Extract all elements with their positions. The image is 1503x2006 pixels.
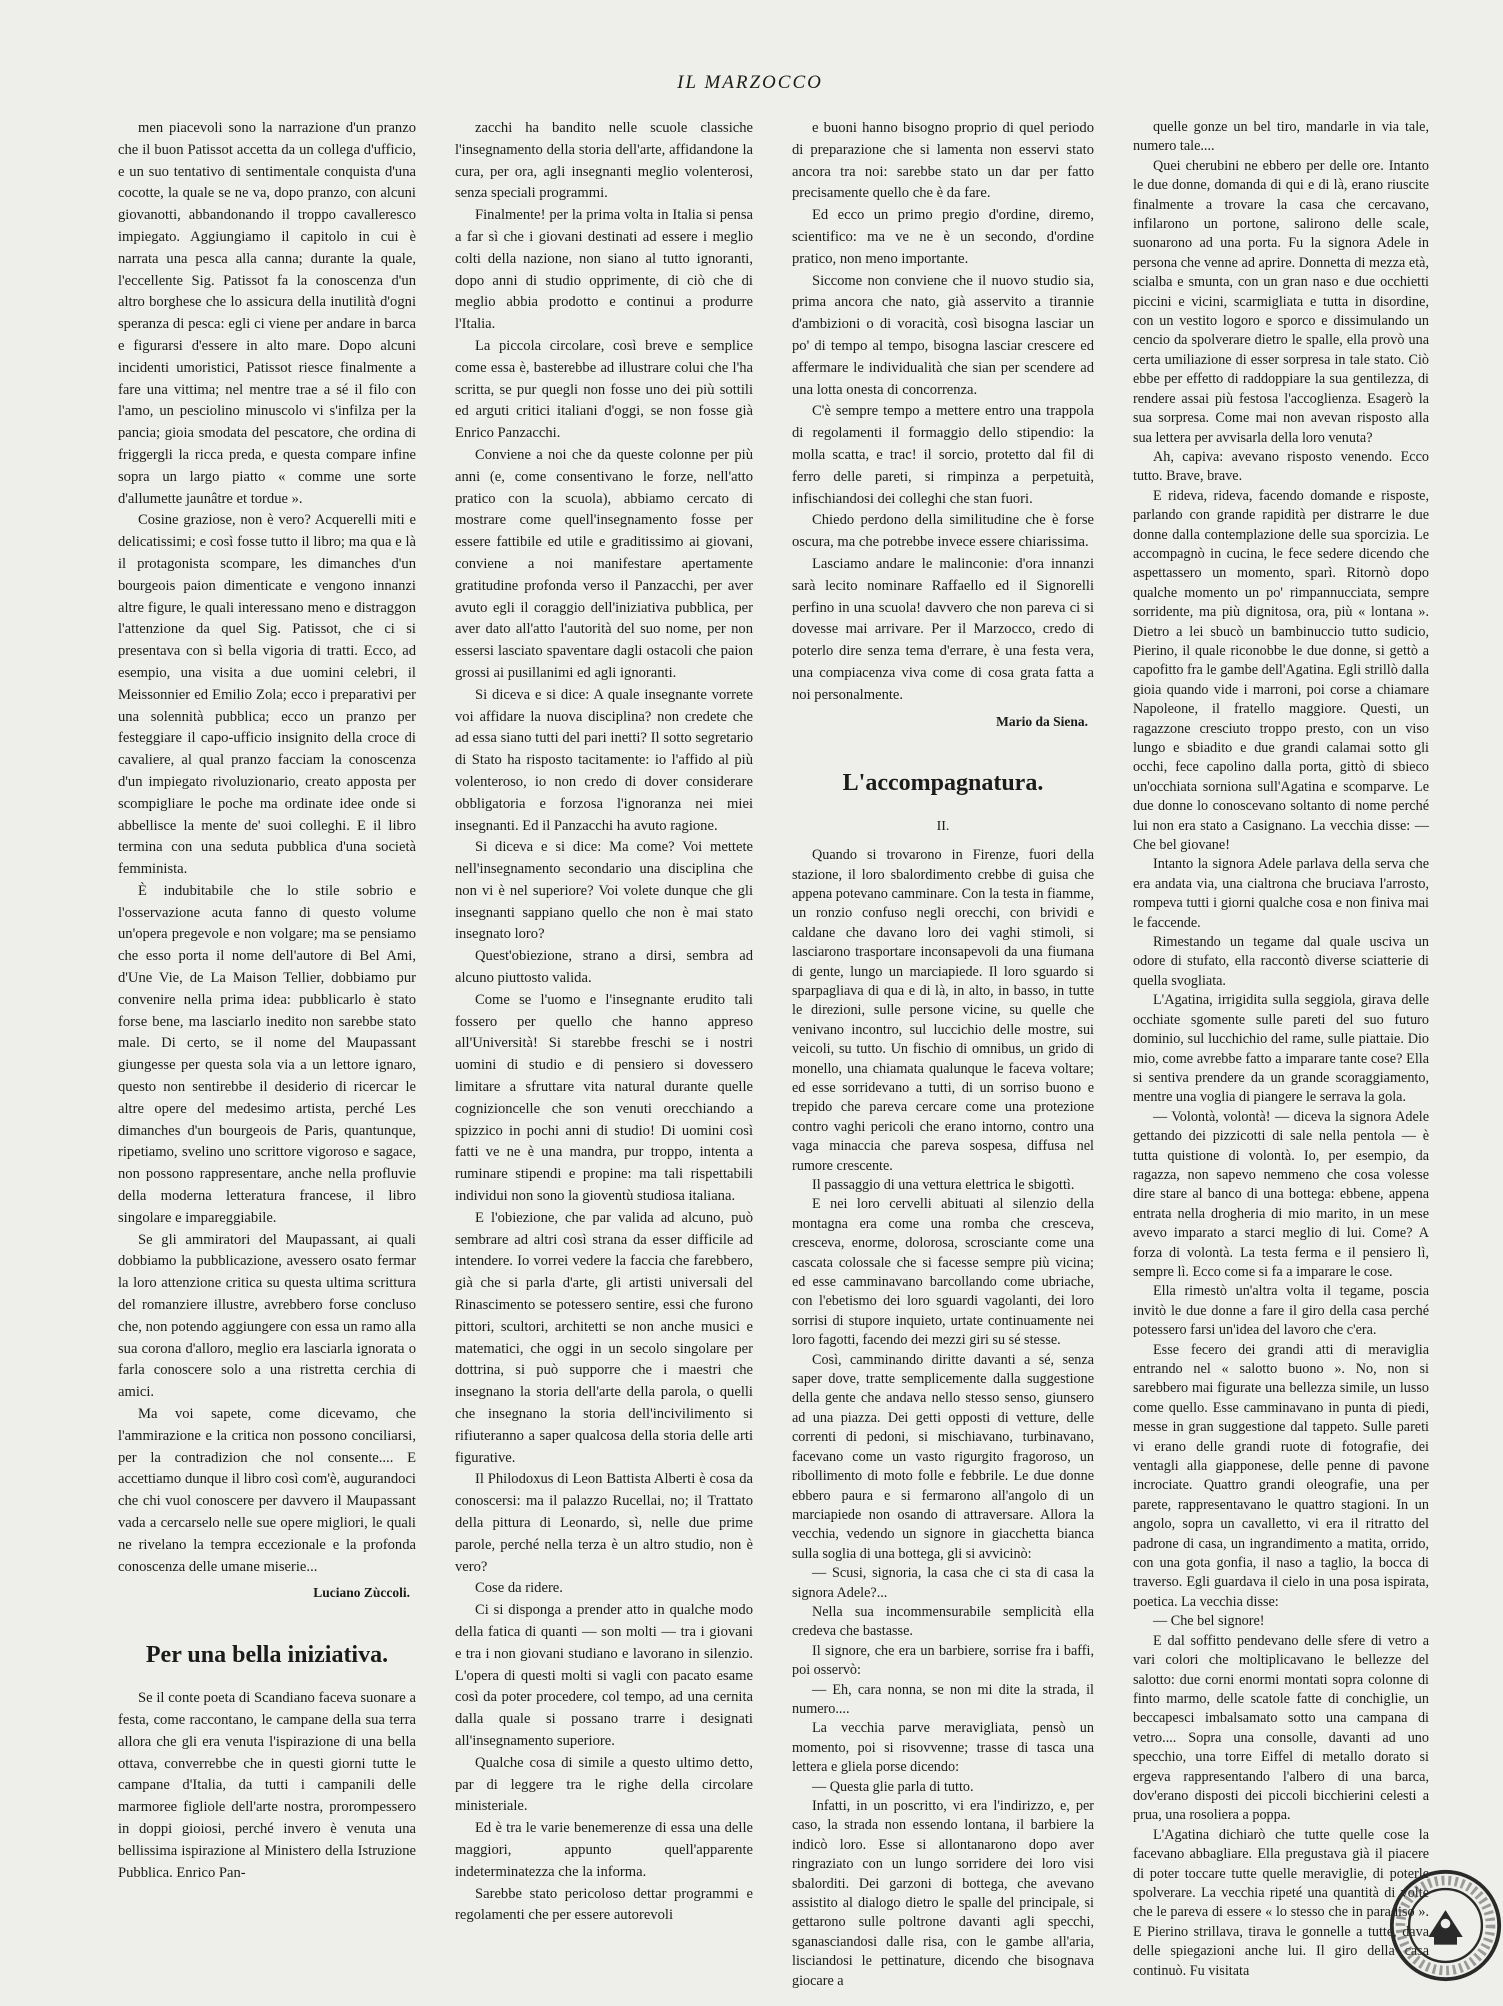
paragraph: Si diceva e si dice: Ma come? Voi mettete nell'insegnamento secondario una disciplina che non vi è nel superiore? Voi volete dunque che gli insegnanti sappiano quello che non è mai stato insegnato loro? xyxy=(455,839,753,943)
story-body xyxy=(792,846,1094,1991)
article-title: Per una bella iniziativa. xyxy=(145,1642,389,1669)
paragraph: Ma voi sapete, come dicevamo, che l'ammirazione e la critica non possono conciliarsi, per la contradizion che nol consente.... E accettiamo dunque il libro così com'è, augurandoci che chi vuol conoscere per davvero il Maupassant vada a cercarselo nelle sue opere migliori, le quali ne rivelano la tempra eccezionale e la profonda conoscenza delle umane miserie... xyxy=(118,1406,416,1575)
text-columns xyxy=(118,118,1429,1989)
paragraph: Sarebbe stato pericoloso dettar programmi e regolamenti che per essere autorevoli xyxy=(455,1885,753,1924)
paragraph: E dal soffitto pendevano delle sfere di vetro a vari colori che moltiplicavano le bellezze del salotto: due corni enormi montati sopra colonne di finto marmo, delle scatole fatte di conchiglie, un beccapesci imbalsamato sotto una campana di vetro.... Sopra una consolle, davanti ad uno specchio, una torre Eiffel di metallo dorato si ergeva rappresentando l'albero di una barca, dov'erano disposti dei piccoli bicchierini celesti a prua, una rosoliera a poppa. xyxy=(1133,1632,1429,1824)
paragraph: Intanto la signora Adele parlava della serva che era andata via, una cialtrona che bruciava l'arrosto, rompeva tutti i giorni qualche cosa e non finiva mai le faccende. xyxy=(1133,856,1429,931)
paragraph: e buoni hanno bisogno proprio di quel periodo di preparazione che si lamenta non esservi stato ancora tra noi: sarebbe stato un dar per fatto precisamente quello che è da fare. xyxy=(792,120,1094,202)
paragraph: — Questa glie parla di tutto. xyxy=(812,1778,974,1795)
paragraph: È indubitabile che lo stile sobrio e l'osservazione acuta fanno di questo volume un'opera pregevole e non volgare; ma se pensiamo che esso porta il nome dell'autore di Bel Ami, d'Une Vie, de La Maison Tellier, dobbiamo pur convenire nella prima idea: pubblicarlo è stato forse bene, ma lasciarlo inedito non sarebbe stato male. Di certo, se il nome del Maupassant giungesse per questa sola via a un lettore ignaro, questo non sentirebbe il desiderio di ricercar le altre opere del medesimo artista, perché Les dimanches d'un bourgeois de Paris, quantunque, ripetiamo, svelino uno scrittore vigoroso e sagace, non possono rappresentare, anche nella profluvie della moderna letteratura francese, il libro singolare e impareggiabile. xyxy=(118,882,416,1226)
paragraph: Il passaggio di una vettura elettrica le sbigottì. xyxy=(812,1177,1075,1194)
paragraph: Nella sua incommensurabile semplicità ella credeva che bastasse. xyxy=(792,1603,1094,1640)
article-title: L'accompagnatura. xyxy=(842,770,1044,797)
column-3 xyxy=(792,118,1094,1991)
paragraph: E nei loro cervelli abituati al silenzio della montagna era come una romba che cresceva, cresceva, enorme, dolorosa, scrosciante come una cascata colossale che si facesse sempre più vicina; ed esse camminavano barcollando come ubriache, con l'ebetismo dei loro sguardi vagolanti, dei loro sorrisi di stupore inquieto, urtate continuamente nei loro fagotti, facendo dei mezzi giri su sé stesse. xyxy=(792,1196,1094,1349)
paragraph: Quando si trovarono in Firenze, fuori della stazione, il loro sbalordimento crebbe di guisa che appena potevano camminare. Con la testa in fiamme, un ronzio confuso negli orecchi, con brividi e caldane che davano loro dei vaghi stimoli, si lasciarono trasportare inconsapevoli da una fiumana di gente, lungo un marciapiede. Il loro sguardo si sparpagliava di qua e di là, in alto, in basso, in tutte le direzioni, sulle persone vicine, su quelle che venivano incontro, sul luccichio delle mostre, sui veicoli, su tutto. Un fischio di omnibus, un grido di monello, una chiamata qualunque le faceva voltare; ed esse sorridevano a tutti, di un sorriso buono e trepido che pareva cercare come una protezione contro vaghi pericoli che erano intorno, contro una vaga minaccia che pareva sospesa, diffusa nel rumore crescente. xyxy=(792,847,1094,1174)
paragraph: — Che bel signore! xyxy=(1153,1613,1265,1630)
paragraph: Siccome non conviene che il nuovo studio sia, prima ancora che nato, già asservito a tirannie d'ambizioni o di voracità, così bisogna lasciar un po' di tempo al tempo, bisogna lasciar crescere ed affermare le individualità che sian per scendere ad una lotta onesta di concorrenza. xyxy=(792,272,1094,398)
paragraph: Ella rimestò un'altra volta il tegame, poscia invitò le due donne a fare il giro della casa perché potessero farsi un'idea del lavoro che c'era. xyxy=(1133,1283,1429,1339)
paragraph: Ed è tra le varie benemerenze di essa una delle maggiori, appunto quell'apparente indeterminatezza che la informa. xyxy=(455,1820,753,1880)
library-seal-stamp-icon xyxy=(1388,1868,1503,1983)
paragraph: Così, camminando diritte davanti a sé, senza saper dove, tratte semplicemente dalla suggestione della gente che andava nello stesso senso, giunsero ad una piazza. Dei getti opposti di vetture, delle correnti di pedoni, si mischiavano, turbinavano, facevano come un vasto rigurgito fragoroso, un ribollimento di moto folle e febbrile. Le due donne ebbero paura e si fermarono all'angolo di un marciapiede non osando di attraversare. Allora la vecchia, vedendo un signore in giacchetta bianca sulla soglia di una bottega, gli si avvicinò: xyxy=(792,1351,1094,1562)
paragraph: Quei cherubini ne ebbero per delle ore. Intanto le due donne, domanda di qui e di là, erano riuscite finalmente a trovare la casa che cercavano, infilarono un portone, salirono delle scale, suonarono ad una porta. Fu la signora Adele in persona che venne ad aprire. Donnetta di mezza età, scialba e smunta, con un gran naso e due occhietti piccini e vicini, scarmigliata e tutta in disordine, con un vestito logoro e sporco e dissimulando un cencio da spolverare dietro le spalle, ella provò una certa umiliazione di esser sorpresa in tale stato. Ciò ebbe per effetto di raddoppiare la sua gentilezza, di rendere assai più festosa l'accoglienza. Esagerò la sua sorpresa. Come mai non avevan risposto alla sua lettera per avvisarla della loro venuta? xyxy=(1133,157,1429,446)
author-signature: Mario da Siena. xyxy=(996,713,1088,729)
paragraph: — Volontà, volontà! — diceva la signora Adele gettando dei pizzicotti di sale nella pentola — è tutta quistione di volontà. Io, per esempio, da ragazza, non sapevo nemmeno che cosa volesse dire stare al banco di una bottega: ebbene, appena entrata nella drogheria di mio marito, in un mese avevo imparato a starci meglio di lui. Come? A forza di volontà. La testa ferma e il pensiero lì, sempre lì. Ecco come si fa a imparare le cose. xyxy=(1133,1108,1429,1280)
paragraph: Chiedo perdono della similitudine che è forse oscura, ma che potrebbe invece essere chiarissima. xyxy=(792,512,1094,551)
paragraph: Ed ecco un primo pregio d'ordine, diremo, scientifico: ma ve ne è un secondo, d'ordine pratico, non meno importante. xyxy=(792,207,1094,267)
paragraph: L'Agatina dichiarò che tutte quelle cose la facevano abbagliare. Ella pregustava già il piacere di poter toccare tutte quelle meraviglie, di poterle spolverare. La vecchia ripeté una quantità di volte che le pareva di essere « lo stesso che in paradiso ». E Pierino strillava, tirava le gonnelle a tutte, dava delle spiegazioni anche lui. Il giro della casa continuò. Fu visitata xyxy=(1133,1826,1429,1979)
paragraph: Ah, capiva: avevano risposto venendo. Ecco tutto. Brave, brave. xyxy=(1133,448,1429,485)
page-header: IL MARZOCCO xyxy=(677,72,823,93)
section-number: II. xyxy=(936,819,950,835)
paragraph: Conviene a noi che da queste colonne per più anni (e, come consentivano le forze, nell'atto pratico con la scuola), abbiamo cercato di mostrare come quell'insegnamento fosse per essere fattibile ed utile e graditissimo ai giovani, conviene a noi manifestare apertamente gratitudine profonda verso il Panzacchi, per aver avuto egli il coraggio dell'iniziativa pubblica, per aver dato all'atto l'autorità del suo nome, per non essersi lasciato spaventare dagli ostacoli che paion grossi ai pusillanimi ed agli ignoranti. xyxy=(455,446,753,681)
paragraph: E l'obiezione, che par valida ad alcuno, può sembrare ad altri così strana da esser difficile ad intendere. Io vorrei vedere la faccia che farebbero, già che si parla d'arte, gli artisti universali del Rinascimento se potessero sentire, essi che furono pittori, scultori, architetti se non anche musici e matematici, che oggi in un secolo singolare per dottrina, si può supporre che i maestri che insegnano la storia dell'arte della parola, o quelli che insegnano la storia dell'incivilimento si rifiuteranno a saper qualcosa della storia delle arti figurative. xyxy=(455,1209,753,1466)
paragraph: quelle gonze un bel tiro, mandarle in via tale, numero tale.... xyxy=(1133,119,1429,155)
paragraph: Lasciamo andare le malinconie: d'ora innanzi sarà lecito nominare Raffaello ed il Signorelli perfino in una scuola! davvero che non pareva ci si dovesse mai arrivare. Per il Marzocco, credo di poterlo dire senza tema d'errare, è una festa vera, una compiacenza viva come di cosa grata fatta a noi personalmente. xyxy=(792,555,1094,703)
column-4 xyxy=(1133,118,1429,1991)
paragraph: Esse fecero dei grandi atti di meraviglia entrando nel « salotto buono ». No, non si sarebbero mai figurate una bellezza simile, un lusso come quello. Esse camminavano in punta di piedi, messe in gran suggestione dal tappeto. Sulle pareti vi erano delle grandi ruote di fotografie, dei ventagli alla giapponese, delle penne di pavone incrociate. Quattro grandi oleografie, una per parete, rappresentavano le quattro stagioni. In un angolo, sopra un cavalletto, vi era il ritratto del padrone di casa, un ingrandimento a matita, orrido, con una gota gonfia, il naso a taglio, la bocca di traverso. Egli guardava il cielo in una posa ispirata, poetica. La vecchia disse: xyxy=(1133,1341,1429,1610)
paragraph: Il signore, che era un barbiere, sorrise fra i baffi, poi osservò: xyxy=(792,1642,1094,1679)
paragraph: Come se l'uomo e l'insegnante erudito tali fossero per quello che hanno appreso all'Università! Si starebbe freschi se i nostri uomini di studio e di pensiero si dovessero limitare a sfruttare vita natural durante quelle cognizioncelle che son venuti orecchiando a spizzico in pochi anni di studio! Di uomini così fatti ve ne è una mandra, pur troppo, intenta a ruminare stipendi e propine: ma tali rispettabili individui non sono la gioventù studiosa italiana. xyxy=(455,991,753,1205)
paragraph: Quest'obiezione, strano a dirsi, sembra ad alcuno piuttosto valida. xyxy=(455,948,753,987)
paragraph: Ci si disponga a prender atto in qualche modo della fatica di quanti — son molti — tra i giovani e tra i non giovani studiano e lavorano in silenzio. L'opera di questi molti si vagli con pacato esame così da poter procedere, col tempo, ad una cernita dalla quale si possano trarre i designati all'insegnamento superiore. xyxy=(455,1602,753,1749)
paragraph: Cose da ridere. xyxy=(475,1580,563,1597)
paragraph: La piccola circolare, così breve e semplice come essa è, basterebbe ad illustrare colui che l'ha scritta, se pur quegli non fosse uno dei più sottili ed arguti critici italiani d'oggi, se non fosse già Enrico Panzacchi. xyxy=(455,337,753,442)
paragraph: Cosine graziose, non è vero? Acquerelli miti e delicatissimi; e così fosse tutto il libro; ma qua e là il protagonista scompare, les dimanches d'un bourgeois paion dimenticate e vengono innanzi altre figure, le quali interessano meno e distraggon l'attenzione da quel Sig. Patissot, che ci si presentava con sì bella vigoria di tratti. Ecco, ad esempio, una visita a due uomini celebri, il Meissonnier ed Emilio Zola; ecco i preparativi per una solennità pubblica; ecco un pranzo per festeggiare il capo-ufficio insignito della croce di cavaliere, al qual pranzo facciam la conoscenza d'un impiegato rivoluzionario, creato apposta per scompigliare le poche ma ordinate idee onde si abbellisce la mente de' suoi colleghi. E il libro termina con una seduta pubblica d'una società femminista. xyxy=(118,512,416,878)
paragraph: — Eh, cara nonna, se non mi dite la strada, il numero.... xyxy=(792,1681,1094,1717)
paragraph: Finalmente! per la prima volta in Italia si pensa a far sì che i giovani destinati ad essere i meglio colti della nazione, non siano al tutto ignoranti, dopo anni di studio opprimente, di ciò che di meglio abbia prodotto e continui a produrre l'Italia. xyxy=(455,207,753,333)
paragraph: L'Agatina, irrigidita sulla seggiola, girava delle occhiate sgomente sulle pareti del suo futuro dominio, sul lucchichio del rame, sulle piattaie. Dio mio, come avrebbe fatto a imparare tante cose? Ella si sentiva prendere da un grande scoraggiamento, mentre una voglia di piangere le serrava la gola. xyxy=(1133,992,1429,1106)
paragraph: Se il conte poeta di Scandiano faceva suonare a festa, come raccontano, le campane della sua terra allora che gli era venuta l'ispirazione di una bella ottava, converrebbe che in questi giorni tutte le campane d'Italia, da tutti i campanili delle marmoree figliole dell'arte nostra, prorompessero in doppi gioiosi, perché invero è venuta una bellissima ispirazione al Ministero della Istruzione Pubblica. Enrico Pan- xyxy=(118,1690,416,1881)
author-signature: Luciano Zùccoli. xyxy=(313,1585,410,1601)
paragraph: Il Philodoxus di Leon Battista Alberti è cosa da conoscersi: ma il palazzo Rucellai, no; il Trattato della pittura di Leonardo, sì, nelle due prime parole, perché nella terza è un altro studio, non è vero? xyxy=(455,1471,753,1575)
paragraph: Infatti, in un poscritto, vi era l'indirizzo, e, per caso, la strada non essendo lontana, il barbiere la indicò loro. Esse si allontanarono dopo aver ringraziato con un lungo sorridere dei loro visi sbalorditi. Dei garzoni di bottega, che avevano assistito al dialogo dietro le spalle del principale, si gettarono sulle poltrone davanti agli specchi, sganasciandosi dalle risa, con le gambe all'aria, lisciandosi le pettinature, dicendo che bisognava giocare a xyxy=(792,1798,1094,1989)
paragraph: C'è sempre tempo a mettere entro una trappola di regolamenti il formaggio dello stipendio: la molla scatta, e trac! il sorcio, protetto dal fil di ferro delle pareti, si rimpinza a perpetuità, infischiandosi dei colleghi che stan fuori. xyxy=(792,403,1094,507)
paragraph: men piacevoli sono la narrazione d'un pranzo che il buon Patissot accetta da un collega d'ufficio, e un suo tentativo di sentimentale conquista d'una cocotte, la quale se ne va, dopo pranzo, con alcuni giovanotti, abbandonando il troppo cavalleresco impiegato. Aggiungiamo il capitolo in cui è narrata una pesca alla canna; durante la quale, l'eccellente Sig. Patissot fa la conoscenza d'un altro borghese che lo assicura della inutilità d'ogni speranza di pesca: egli ci viene per andare in barca e figurarsi d'essere in alto mare. Dopo alcuni incidenti umoristici, Patissot riesce finalmente a fare una vittima; nel mentre trae a sé il filo con l'amo, un pesciolino minuscolo vi s'infilza per la pancia; gioia smodata del pescatore, che ordina di friggergli la ricca preda, e questa compare infine sopra un largo piatto « comme une sorte d'allumette jaunâtre et tordue ». xyxy=(118,120,416,507)
paragraph: Rimestando un tegame dal quale usciva un odore di stufato, ella raccontò diverse sciatterie di quella svogliata. xyxy=(1133,934,1429,989)
paragraph: La vecchia parve meravigliata, pensò un momento, poi si risovvenne; trasse di tasca una lettera e gliela porse dicendo: xyxy=(792,1720,1094,1776)
paragraph: Si diceva e si dice: A quale insegnante vorrete voi affidare la nuova disciplina? non credete che ad essa siano tutti del pari inetti? Il sotto segretario di Stato ha risposto tacitamente: io l'affido al più volenteroso, io non credo di dover considerare obbligatoria e forzosa l'ignoranza nei miei insegnanti. Ed il Panzacchi ha avuto ragione. xyxy=(455,686,753,834)
paragraph: Qualche cosa di simile a questo ultimo detto, par di leggere tra le righe della circolare ministeriale. xyxy=(455,1754,753,1815)
column-1 xyxy=(118,118,416,1991)
paragraph: Se gli ammiratori del Maupassant, ai quali dobbiamo la pubblicazione, avessero osato fermar la loro attenzione critica su questa ultima scrittura del romanziere illustre, avrebbero forse concluso che, non potendo aggiungere con essa un ramo alla sua corona d'alloro, meglio era lasciarla ignorata o farla conoscere solo a una ristretta cerchia di amici. xyxy=(118,1231,416,1401)
paragraph: — Scusi, signoria, la casa che ci sta di casa la signora Adele?... xyxy=(792,1565,1094,1601)
paragraph: E rideva, rideva, facendo domande e risposte, parlando con grande rapidità per distrarre le due donne dalla contemplazione delle sua sporcizia. Le accompagnò in cucina, le fece sedere dicendo che aspettassero un momento, sparì. Ritornò dopo qualche momento un po' rimpannucciata, sempre sorridente, ma più dignitosa, ora, più « lontana ». Dietro a lei sbucò un bambinuccio tutto sudicio, Pierino, il quale riconobbe le due donne, si gettò a capofitto fra le gambe dell'Agatina. Egli strillò dalla gioia quando vide i marroni, poi corse a chiamare Napoleone, il fratello maggiore. Questi, un ragazzone cresciuto troppo presto, con un viso lungo e sbiadito e due grandi calamai sotto gli occhi, fece capolino dalla porta, gittò di sbieco un'occhiata sorniona sull'Agatina e scomparve. Le due donne lo conoscevano soltanto di nome perché lui non era stato a Casignano. La vecchia disse: — Che bel giovane! xyxy=(1133,487,1429,854)
paragraph: zacchi ha bandito nelle scuole classiche l'insegnamento della storia dell'arte, affidandone la cura, per ora, agli insegnanti meglio volenterosi, senza speciali programmi. xyxy=(455,120,753,202)
column-2 xyxy=(455,118,753,1991)
